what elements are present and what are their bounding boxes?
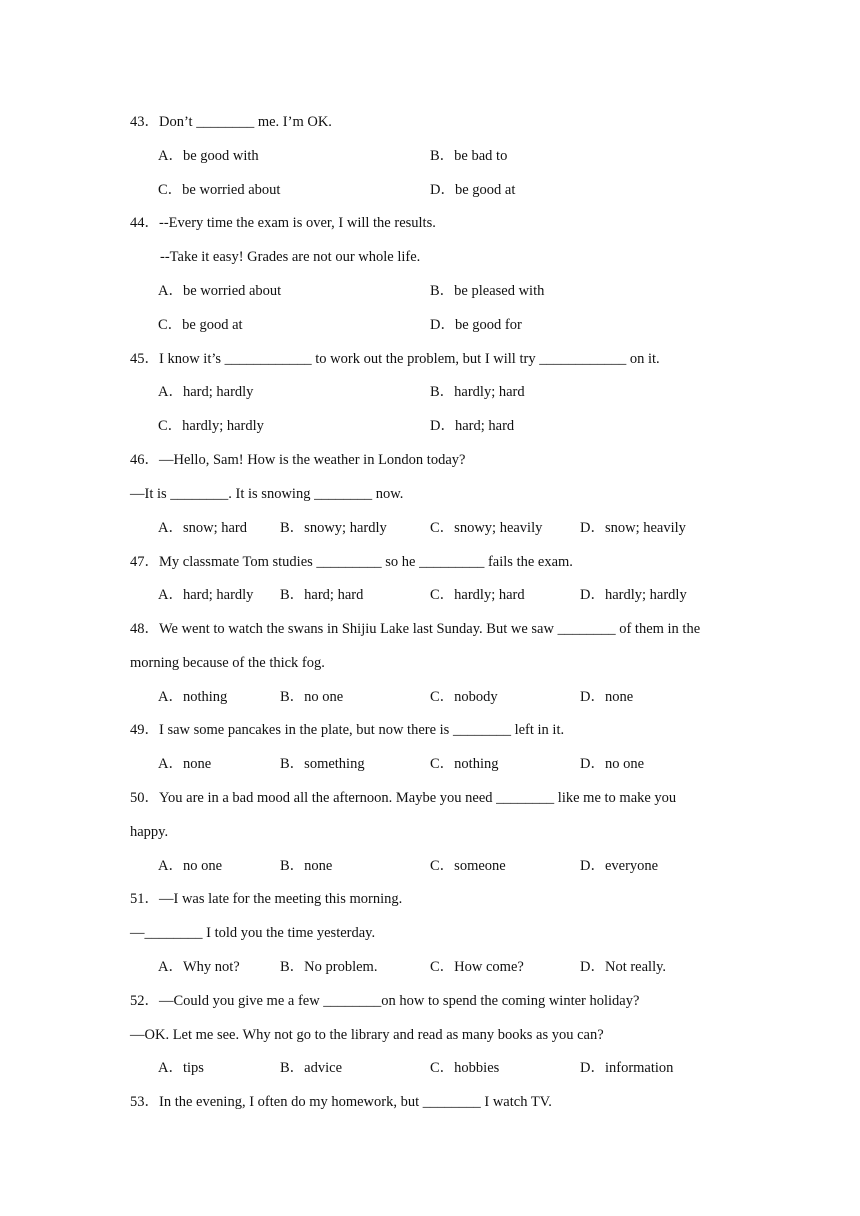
question-46-option-a: A．snow; hard [158, 520, 248, 536]
question-49-option-a: A．none [158, 756, 212, 772]
question-44-stem: 44．--Every time the exam is over, I will the results. [130, 215, 436, 231]
question-43-option-a: A．be good with [158, 148, 259, 164]
question-48-stem-line-2: morning because of the thick fog. [130, 655, 325, 671]
question-47-option-a: A．hard; hardly [158, 587, 254, 603]
question-49-option-b: B．something [280, 756, 365, 772]
question-49-option-c: C．nothing [430, 756, 499, 772]
question-51-stem-line-2: —________ I told you the time yesterday. [130, 925, 376, 941]
question-51-option-a: A．Why not? [158, 959, 240, 975]
question-48-stem: 48．We went to watch the swans in Shijiu Lake last Sunday. But we saw ________ of them in the [130, 621, 701, 637]
question-43-option-b: B．be bad to [430, 148, 508, 164]
question-50-option-a: A．no one [158, 858, 223, 874]
question-43-option-d: D．be good at [430, 182, 516, 198]
question-51-option-b: B．No problem. [280, 959, 378, 975]
question-50-option-d: D．everyone [580, 858, 659, 874]
question-45-option-b: B．hardly; hard [430, 384, 525, 400]
question-45-option-a: A．hard; hardly [158, 384, 254, 400]
question-49-stem: 49．I saw some pancakes in the plate, but now there is ________ left in it. [130, 722, 565, 738]
question-44-option-c: C．be good at [158, 317, 243, 333]
question-50-stem-line-2: happy. [130, 824, 169, 840]
question-47-option-b: B．hard; hard [280, 587, 364, 603]
question-45-stem: 45．I know it’s ____________ to work out the problem, but I will try ____________ on it. [130, 351, 660, 367]
question-51-stem: 51．—I was late for the meeting this morning. [130, 891, 403, 907]
question-47-option-c: C．hardly; hard [430, 587, 525, 603]
question-45-option-d: D．hard; hard [430, 418, 515, 434]
question-46-stem: 46．—Hello, Sam! How is the weather in London today? [130, 452, 466, 468]
question-50-option-c: C．someone [430, 858, 506, 874]
question-50-stem: 50．You are in a bad mood all the afternoon. Maybe you need ________ like me to make you [130, 790, 677, 806]
question-43-stem: 43．Don’t ________ me. I’m OK. [130, 114, 332, 130]
question-49-option-d: D．no one [580, 756, 645, 772]
question-51-option-c: C．How come? [430, 959, 524, 975]
question-44-option-a: A．be worried about [158, 283, 282, 299]
question-47-option-d: D．hardly; hardly [580, 587, 687, 603]
question-52-stem: 52．—Could you give me a few ________on how to spend the coming winter holiday? [130, 993, 640, 1009]
question-52-stem-line-2: —OK. Let me see. Why not go to the library and read as many books as you can? [130, 1027, 604, 1043]
question-51-option-d: D．Not really. [580, 959, 667, 975]
question-52-option-d: D．information [580, 1060, 674, 1076]
question-52-option-c: C．hobbies [430, 1060, 500, 1076]
question-44-option-d: D．be good for [430, 317, 522, 333]
question-44-stem-line-2: --Take it easy! Grades are not our whole life. [160, 249, 421, 265]
question-47-stem: 47．My classmate Tom studies _________ so he _________ fails the exam. [130, 554, 573, 570]
question-48-option-c: C．nobody [430, 689, 498, 705]
question-44-option-b: B．be pleased with [430, 283, 545, 299]
question-48-option-b: B．no one [280, 689, 344, 705]
question-43-option-c: C．be worried about [158, 182, 281, 198]
question-46-option-c: C．snowy; heavily [430, 520, 543, 536]
question-52-option-a: A．tips [158, 1060, 204, 1076]
question-48-option-d: D．none [580, 689, 634, 705]
question-52-option-b: B．advice [280, 1060, 343, 1076]
question-53-stem: 53．In the evening, I often do my homework, but ________ I watch TV. [130, 1094, 552, 1110]
question-50-option-b: B．none [280, 858, 333, 874]
question-46-option-d: D．snow; heavily [580, 520, 686, 536]
question-48-option-a: A．nothing [158, 689, 228, 705]
question-46-stem-line-2: —It is ________. It is snowing ________ now. [130, 486, 404, 502]
question-45-option-c: C．hardly; hardly [158, 418, 264, 434]
question-46-option-b: B．snowy; hardly [280, 520, 387, 536]
